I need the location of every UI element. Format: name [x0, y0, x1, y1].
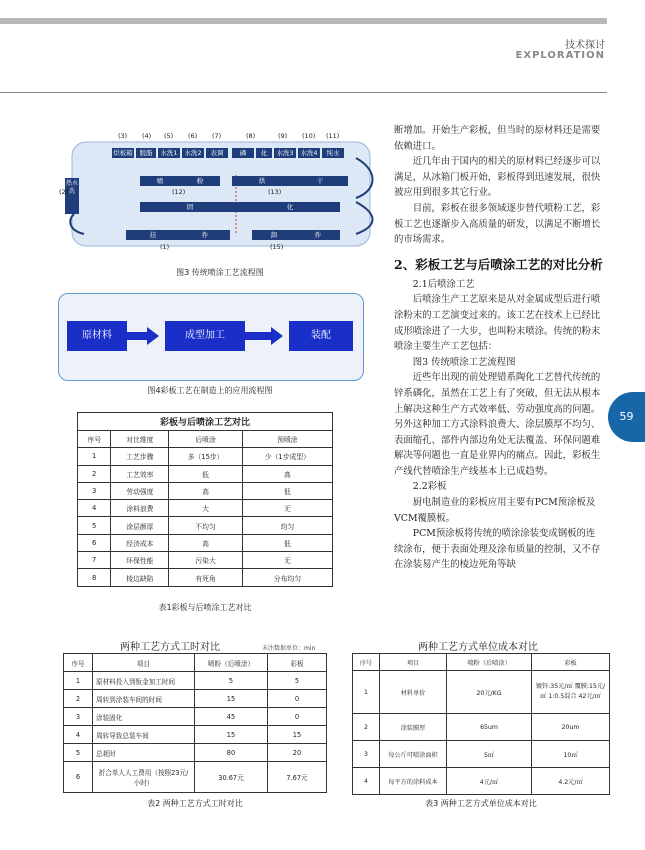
- fig3-stage: 水洗1: [158, 148, 180, 158]
- table-row: [64, 672, 327, 690]
- table-cell: 20um: [532, 714, 610, 741]
- fig3-num: (8): [246, 132, 256, 140]
- section-label-en: EXPLORATION: [515, 50, 605, 61]
- section-heading: 2、彩板工艺与后喷涂工艺的对比分析: [394, 256, 603, 272]
- table-row: [353, 671, 610, 714]
- table-cell: 5㎡: [447, 741, 532, 768]
- table-cell: 6: [78, 534, 111, 551]
- table-cell: 周转导致总装车间: [93, 726, 195, 744]
- table-cell: 周转到涂装车间的时间: [93, 690, 195, 708]
- table-cell: 0: [268, 708, 327, 726]
- page-number: 59: [608, 392, 645, 442]
- fig4-step-assembly: 装配: [289, 321, 353, 351]
- fig3-stage: 纯水: [322, 148, 344, 158]
- table-cell: 总耗时: [93, 744, 195, 762]
- table-cell: 不均匀: [169, 517, 242, 534]
- table-row: [64, 762, 327, 793]
- fig3-caption: 图3 传统喷涂工艺流程图: [176, 268, 264, 277]
- paragraph: 目前，彩板在很多领域逐步替代喷粉工艺，彩板工艺也逐渐步入高质量的研发，以满足不断增长的市场需求。: [394, 202, 601, 246]
- table-cell: 4元/㎡: [447, 768, 532, 795]
- table-cell: 无: [242, 500, 332, 517]
- fig4-caption: 图4彩板工艺在制造上的应用流程图: [147, 386, 273, 395]
- table-cell: 65um: [447, 714, 532, 741]
- fig3-bar-num: (13): [268, 188, 282, 196]
- table-cell: 低: [242, 482, 332, 499]
- table-cell: 材料单价: [380, 671, 447, 714]
- table-cell: 工艺步骤: [111, 448, 169, 465]
- table-cell: 无: [242, 552, 332, 569]
- table-header-row: [78, 431, 333, 448]
- table-cell: 原材料投入到钣金加工时间: [93, 672, 195, 690]
- table-cell: 每平方的涂料成本: [380, 768, 447, 795]
- table1: [77, 412, 333, 587]
- table-cell: 分布均匀: [242, 569, 332, 586]
- fig3-bar: 件: [296, 230, 340, 240]
- fig4-step-raw-material: 原材料: [67, 321, 127, 351]
- fig3-bar: 干: [292, 176, 348, 186]
- table-row: [78, 465, 333, 482]
- fig3-num: (9): [278, 132, 288, 140]
- table-cell: 20元/KG: [447, 671, 532, 714]
- fig3-side-num: (2): [59, 188, 69, 196]
- fig3-num: (10): [302, 132, 316, 140]
- table-cell: 3: [353, 741, 380, 768]
- table-cell: 镀锌:35元/㎡ 覆膜:15元/㎡ 1:0.5混合 42元/㎡: [532, 671, 610, 714]
- fig3-num: (3): [118, 132, 128, 140]
- table-row: [78, 552, 333, 569]
- table-header: 对比维度: [111, 431, 169, 448]
- table-cell: 7.67元: [268, 762, 327, 793]
- table-cell: 2: [353, 714, 380, 741]
- table-cell: 涂装膜厚: [380, 714, 447, 741]
- fig3-bar: 卸: [252, 230, 296, 240]
- table-cell: 5: [195, 672, 268, 690]
- table-header: 序号: [78, 431, 111, 448]
- fig3-stage: 水洗3: [274, 148, 296, 158]
- table-cell: 5: [78, 517, 111, 534]
- fig3-bar: 烘: [232, 176, 292, 186]
- table-cell: 大: [169, 500, 242, 517]
- table-cell: 涂料浪费: [111, 500, 169, 517]
- paragraph: 后喷涂生产工艺原来是从对金属成型后进行喷涂粉末的工艺演变过来的。该工艺在技术上已经比成形喷涂进了一大步，也叫粉末喷涂。传统的粉末喷涂主要生产工艺包括：: [394, 294, 601, 353]
- table-cell: 3: [78, 482, 111, 499]
- table-cell: 3: [64, 708, 93, 726]
- table-cell: 10㎡: [532, 741, 610, 768]
- paragraph: 厨电制造业的彩板应用主要有PCM预涂板及VCM覆膜板。: [394, 497, 596, 524]
- subsection-heading: 2.2彩板: [412, 481, 447, 493]
- table-row: [64, 726, 327, 744]
- table1-title: 彩板与后喷涂工艺对比: [78, 413, 333, 431]
- table2: [63, 653, 327, 793]
- table-row: [64, 744, 327, 762]
- table-header: 序号: [64, 654, 93, 672]
- table-cell: 4: [64, 726, 93, 744]
- table-cell: 低: [242, 534, 332, 551]
- table3-title: 两种工艺方式单位成本对比: [418, 642, 538, 653]
- article-text-right: [394, 123, 604, 573]
- table-cell: 多（15步）: [169, 448, 242, 465]
- table2-title: 两种工艺方式工时对比: [120, 642, 220, 653]
- fig3-bar-num: (15): [270, 243, 284, 251]
- header-divider: [0, 92, 607, 93]
- table-cell: 6: [64, 762, 93, 793]
- table2-caption: 表2 两种工艺方式工时对比: [147, 799, 243, 808]
- table-cell: 15: [268, 726, 327, 744]
- fig3-bar: 喷: [140, 176, 180, 186]
- table-cell: 1: [353, 671, 380, 714]
- table-cell: 每公斤可喷涂面积: [380, 741, 447, 768]
- table-row: [64, 690, 327, 708]
- table-cell: 有死角: [169, 569, 242, 586]
- table-cell: 折合单人人工费用（按照23元/小时）: [93, 762, 195, 793]
- table1-caption: 表1彩板与后喷涂工艺对比: [158, 603, 252, 612]
- table-cell: 7: [78, 552, 111, 569]
- table-cell: 15: [195, 726, 268, 744]
- fig3-stage: 水洗4: [298, 148, 320, 158]
- table-header: 项目: [93, 654, 195, 672]
- table-cell: 棱边缺陷: [111, 569, 169, 586]
- table-cell: 污染大: [169, 552, 242, 569]
- table3: [352, 653, 610, 795]
- table-header: 序号: [353, 654, 380, 671]
- subsection-heading: 2.1后喷涂工艺: [412, 278, 475, 290]
- table-cell: 2: [78, 465, 111, 482]
- table-cell: 5: [64, 744, 93, 762]
- table-cell: 环保性能: [111, 552, 169, 569]
- table-cell: 80: [195, 744, 268, 762]
- fig3-stage: 水洗2: [182, 148, 204, 158]
- table-cell: 4: [78, 500, 111, 517]
- table-header: 项目: [380, 654, 447, 671]
- table-header-row: [353, 654, 610, 671]
- table-row: [78, 482, 333, 499]
- table-row: [353, 741, 610, 768]
- table3-caption: 表3 两种工艺方式单位成本对比: [425, 799, 537, 808]
- table-header: 彩板: [532, 654, 610, 671]
- table-row: [353, 714, 610, 741]
- fig4-arrow-head: [271, 327, 283, 345]
- table-cell: 低: [169, 465, 242, 482]
- table-cell: 高: [169, 482, 242, 499]
- table-cell: 1: [64, 672, 93, 690]
- table-header: 后喷涂: [169, 431, 242, 448]
- fig3-bar-num: (12): [172, 188, 186, 196]
- table-header: 预喷涂: [242, 431, 332, 448]
- table2-unit-note: 未注数据单位：min: [262, 645, 316, 652]
- table-row: [78, 534, 333, 551]
- fig4-arrow: [127, 332, 147, 340]
- table-cell: 高: [242, 465, 332, 482]
- table-header: 喷粉（后喷涂）: [447, 654, 532, 671]
- fig4-step-forming: 成型加工: [165, 321, 245, 351]
- table-cell: 涂装固化: [93, 708, 195, 726]
- fig3-stage: 表调: [206, 148, 228, 158]
- table-cell: 2: [64, 690, 93, 708]
- table-cell: 工艺效率: [111, 465, 169, 482]
- table-cell: 8: [78, 569, 111, 586]
- fig3-stage: 化: [256, 148, 272, 158]
- table-cell: 30.67元: [195, 762, 268, 793]
- table-header: 彩板: [268, 654, 327, 672]
- fig3-stage: 脱脂: [136, 148, 156, 158]
- table-row: [64, 708, 327, 726]
- fig3-bar: 件: [180, 230, 230, 240]
- fig3-num: (7): [212, 132, 222, 140]
- table-cell: 0: [268, 690, 327, 708]
- table-cell: 1: [78, 448, 111, 465]
- table-row: [353, 768, 610, 795]
- table-cell: 4: [353, 768, 380, 795]
- fig3-num: (6): [188, 132, 198, 140]
- table-cell: 少（1步成型）: [242, 448, 332, 465]
- fig4-arrow: [245, 332, 271, 340]
- fig3-stage: 磷: [232, 148, 254, 158]
- fig3-side-label: 热水洗: [66, 180, 79, 195]
- fig3-stage: 烘板箱: [113, 149, 133, 157]
- fig3-bar: 挂: [126, 230, 180, 240]
- table-cell: 20: [268, 744, 327, 762]
- table-row: [78, 500, 333, 517]
- table-cell: 15: [195, 690, 268, 708]
- fig3-bar: 固: [140, 202, 240, 212]
- paragraph: PCM预涂板将传统的喷涂涂装变成钢板的连续涂布，便于表面处理及涂布质量的控制，又不存在涂装易产生的棱边死角等缺: [394, 528, 601, 571]
- header-bar: [0, 18, 607, 24]
- paragraph: 近几年由于国内的相关的原材料已经逐步可以满足，从冰箱门板开始，彩板得到迅速发展，很快被应用到很多其它行业。: [394, 156, 601, 199]
- fig4-flow-diagram: [58, 293, 364, 381]
- table-cell: 5: [268, 672, 327, 690]
- paragraph: 断增加。开始生产彩板，但当时的原材料还是需要依赖进口。: [394, 125, 601, 152]
- table-cell: 高: [169, 534, 242, 551]
- fig3-num: (11): [326, 132, 340, 140]
- table-cell: 均匀: [242, 517, 332, 534]
- fig4-arrow-head: [147, 327, 159, 345]
- fig3-flow-diagram: [60, 130, 380, 255]
- table-cell: 45: [195, 708, 268, 726]
- paragraph: 近些年出现的前处理错系陶化工艺替代传统的锌系磷化，虽然在工艺上有了突破，但无法从根本上解决这种生产方式效率低、劳动强度高的问题。另外这种加工方式涂料浪费大、涂层膜厚不均匀、表面缩孔、部件内部边角处无法覆盖、环保问题难解决等问题也一直是业界内的痛点。因此，彩板生产线代替喷涂生产线基本上已成趋势。: [394, 372, 601, 477]
- table-header-row: [64, 654, 327, 672]
- fig3-bar: 化: [240, 202, 340, 212]
- fig3-bar: 粉: [180, 176, 220, 186]
- table-cell: 涂层颜厚: [111, 517, 169, 534]
- table-row: [78, 517, 333, 534]
- paragraph: 图3 传统喷涂工艺流程图: [412, 356, 516, 368]
- table-header: 喷粉（后喷涂）: [195, 654, 268, 672]
- section-label-cn: 技术探讨: [565, 40, 605, 51]
- table-row: [78, 448, 333, 465]
- table-cell: 劳动强度: [111, 482, 169, 499]
- fig3-bar-num: (1): [160, 243, 170, 251]
- table-cell: 4.2元/㎡: [532, 768, 610, 795]
- table-row: [78, 569, 333, 586]
- table-cell: 经济成本: [111, 534, 169, 551]
- fig3-num: (4): [142, 132, 152, 140]
- fig3-num: (5): [164, 132, 174, 140]
